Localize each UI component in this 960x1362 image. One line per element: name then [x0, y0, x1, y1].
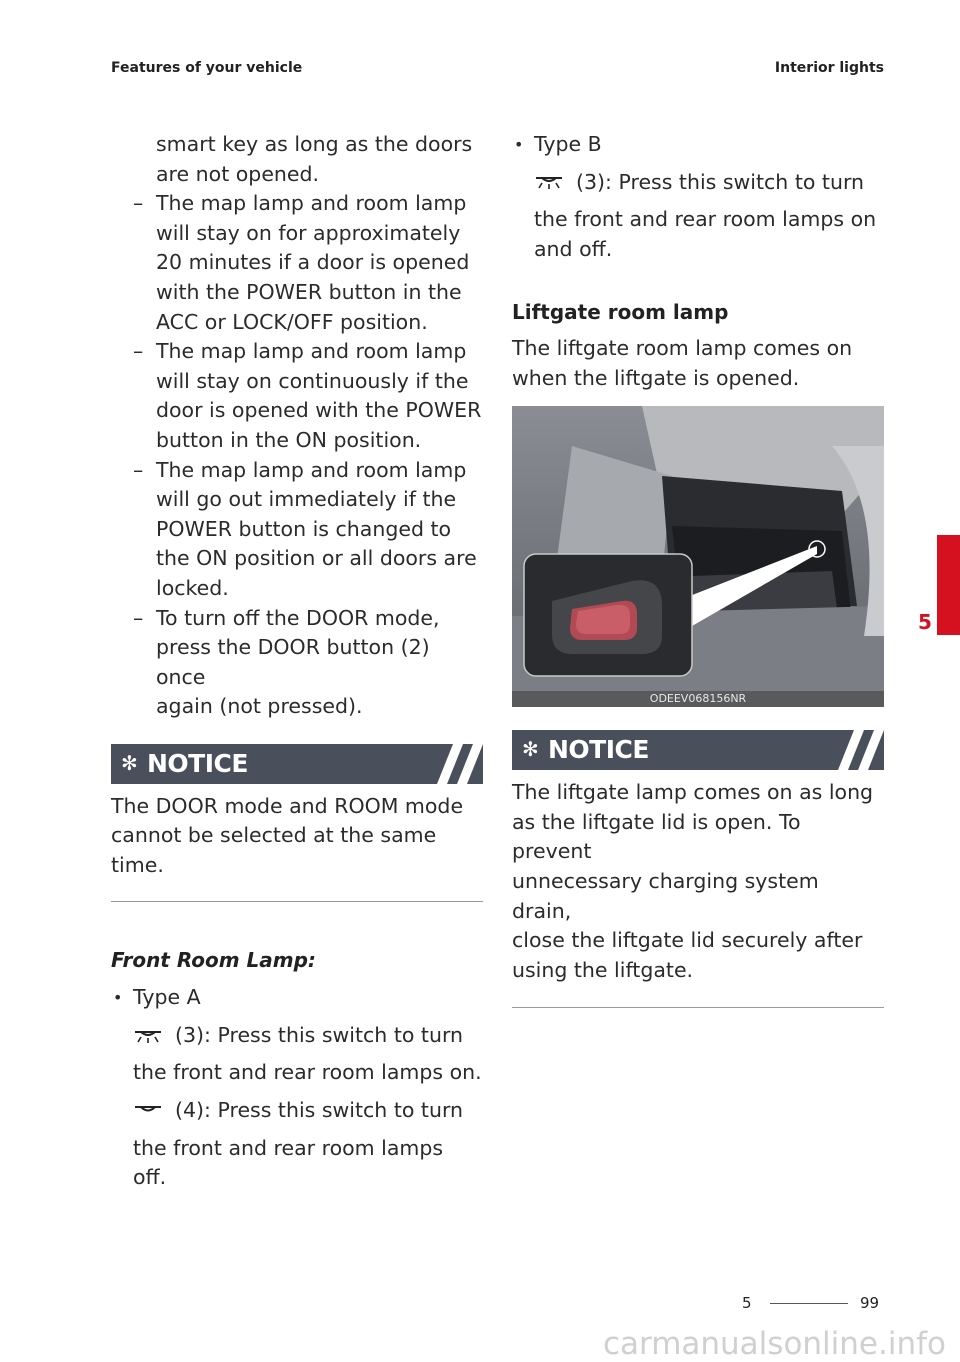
text-line: as the liftgate lid is open. To prevent	[512, 809, 801, 864]
right-column	[512, 130, 884, 1008]
text-line: unnecessary charging system drain,	[512, 868, 819, 923]
continued-text	[111, 130, 483, 189]
text-line: using the liftgate.	[512, 957, 694, 982]
left-column	[111, 130, 483, 1193]
bullet-item	[512, 130, 884, 160]
text-block	[111, 1134, 483, 1193]
dash-mark: –	[133, 191, 144, 216]
dash-mark: –	[133, 605, 144, 630]
text-line: with the POWER button in the	[156, 279, 462, 304]
liftgate-illustration	[512, 406, 884, 707]
text-line: ACC or LOCK/OFF position.	[156, 309, 428, 334]
footer-section-number: 5	[742, 1294, 752, 1312]
notice-body	[111, 792, 483, 881]
text-line: The map lamp and room lamp	[156, 191, 467, 216]
text-line: 20 minutes if a door is opened	[156, 250, 470, 275]
dash-item	[111, 604, 483, 722]
text-line: again (not pressed).	[156, 694, 363, 719]
text-line: the ON position or all doors are	[156, 546, 477, 571]
chapter-tab-number: 5	[918, 610, 932, 634]
dash-item	[111, 189, 483, 337]
type-label: Type A	[133, 985, 201, 1010]
liftgate-heading: Liftgate room lamp	[512, 300, 729, 325]
text-line: (4): Press this switch to turn	[175, 1098, 464, 1123]
text-line: POWER button is changed to	[156, 516, 452, 541]
switch-line	[111, 1096, 483, 1126]
dash-mark: –	[133, 339, 144, 364]
liftgate-lamp-photo	[512, 406, 884, 707]
text-line: (3): Press this switch to turn	[175, 1022, 464, 1047]
footer-divider	[770, 1303, 848, 1304]
text-line: will stay on for approximately	[156, 220, 461, 245]
bullet-mark: •	[514, 135, 524, 154]
type-label: Type B	[534, 132, 602, 156]
divider	[512, 1007, 884, 1008]
notice-stripes-icon	[423, 744, 483, 784]
text-line: cannot be selected at the same	[111, 823, 437, 848]
dash-item	[111, 337, 483, 455]
text-line: will go out immediately if the	[156, 487, 457, 512]
watermark: carmanualsonline.info	[602, 1326, 946, 1362]
liftgate-body	[512, 334, 884, 393]
notice-body	[512, 778, 884, 985]
text-line: the front and rear room lamps	[133, 1135, 444, 1160]
text-line: (3): Press this switch to turn	[576, 169, 865, 194]
notice-stripes-icon	[824, 730, 884, 770]
switch-line	[111, 1021, 483, 1051]
header-section-title: Features of your vehicle	[111, 60, 303, 76]
room-lamp-on-icon	[534, 174, 564, 190]
switch-line	[512, 168, 884, 198]
header-topic-title: Interior lights	[774, 60, 884, 76]
notice-title: NOTICE	[548, 735, 649, 765]
text-line: The DOOR mode and ROOM mode	[111, 793, 464, 818]
text-line: locked.	[156, 575, 229, 600]
chapter-tab	[937, 535, 960, 635]
text-line: when the liftgate is opened.	[512, 365, 800, 390]
text-line: smart key as long as the doors	[156, 132, 473, 156]
text-line: button in the ON position.	[156, 427, 422, 452]
text-line: off.	[133, 1165, 167, 1190]
room-lamp-on-icon	[133, 1028, 163, 1044]
notice-title: NOTICE	[147, 749, 248, 779]
text-line: The map lamp and room lamp	[156, 339, 467, 364]
text-line: The map lamp and room lamp	[156, 457, 467, 482]
text-line: the front and rear room lamps on	[534, 207, 877, 232]
dash-mark: –	[133, 457, 144, 482]
bullet-item	[111, 983, 483, 1013]
bullet-mark: •	[113, 988, 123, 1008]
text-line: press the DOOR button (2) once	[156, 635, 430, 689]
notice-bar	[111, 744, 483, 784]
text-line: and off.	[534, 236, 613, 261]
text-line: The liftgate room lamp comes on	[512, 335, 853, 360]
dash-item	[111, 456, 483, 604]
notice-bar	[512, 730, 884, 770]
text-line: are not opened.	[156, 161, 320, 186]
text-line: The liftgate lamp comes on as long	[512, 780, 874, 805]
notice-star-icon: ✻	[522, 737, 539, 762]
text-line: will stay on continuously if the	[156, 368, 469, 393]
text-block	[512, 205, 884, 264]
image-code: ODEEV068156NR	[512, 691, 884, 707]
text-line: door is opened with the POWER	[156, 398, 482, 423]
notice-star-icon: ✻	[121, 751, 138, 776]
text-line: the front and rear room lamps on.	[133, 1060, 482, 1085]
room-lamp-off-icon	[133, 1103, 163, 1119]
text-line: time.	[111, 853, 164, 878]
text-line: To turn off the DOOR mode,	[156, 605, 440, 630]
front-room-lamp-heading: Front Room Lamp:	[111, 947, 316, 972]
footer-page-number: 99	[860, 1294, 880, 1312]
text-line: close the liftgate lid securely after	[512, 928, 863, 953]
